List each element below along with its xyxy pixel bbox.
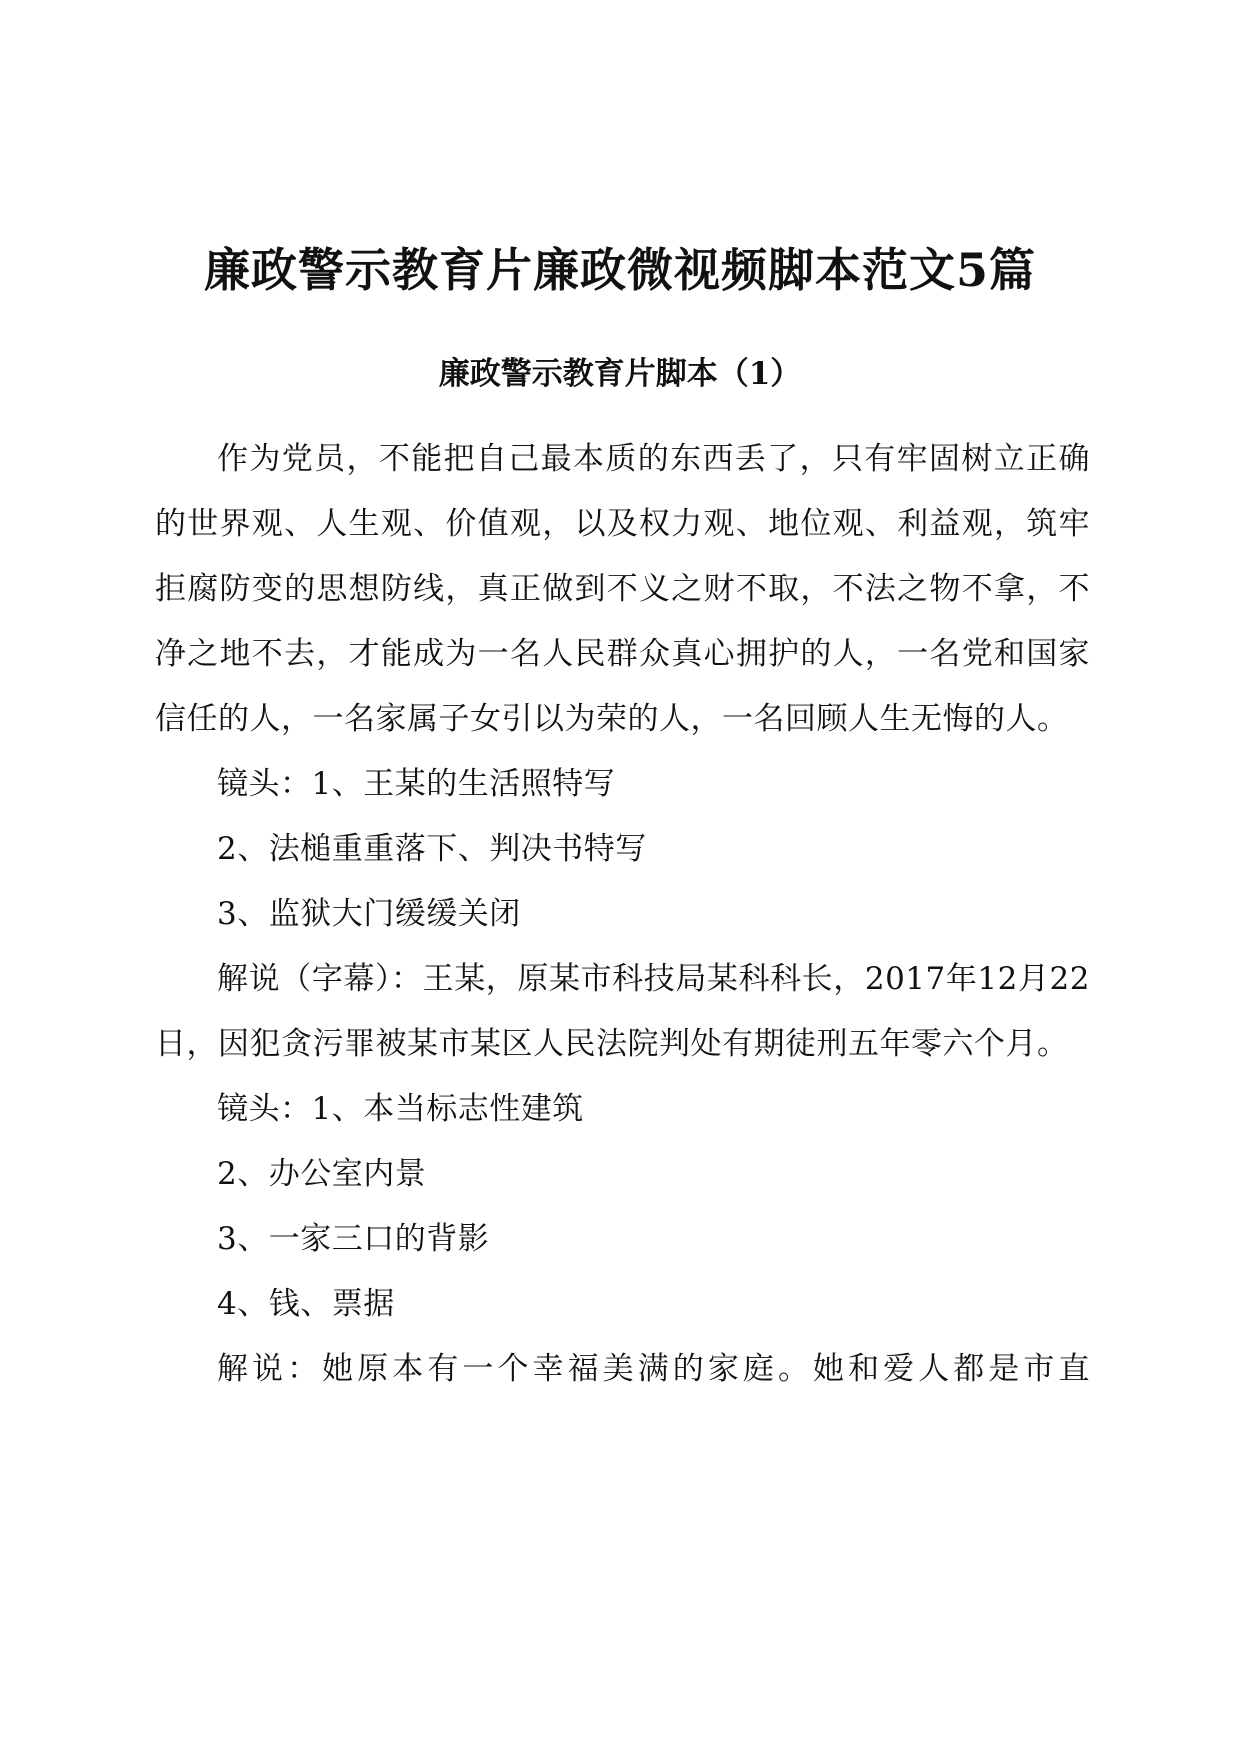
body-paragraph: 解说：她原本有一个幸福美满的家庭。她和爱人都是市直 [217,1351,1090,1387]
body-paragraph: 3、一家三口的背影 [217,1221,490,1257]
body-paragraph: 解说（字幕）：王某，原某市科技局某科科长，2017年12月22日，因犯贪污罪被某市某区人民法院判处有期徒刑五年零六个月。 [155,961,1090,1062]
body-paragraph: 作为党员，不能把自己最本质的东西丢了，只有牢固树立正确的世界观、人生观、价值观，以及权力观、地位观、利益观，筑牢拒腐防变的思想防线，真正做到不义之财不取，不法之物不拿，不净之地不去，才能成为一名人民群众真心拥护的人，一名党和国家信任的人，一名家属子女引以为荣的人，一名回顾人生无悔的人。 [155,441,1090,737]
body-paragraph: 镜头：1、本当标志性建筑 [217,1091,584,1127]
body-paragraph: 2、办公室内景 [217,1156,427,1192]
body-paragraph: 2、法槌重重落下、判决书特写 [217,831,647,867]
document-body [155,427,1090,1402]
body-paragraph: 3、监狱大门缓缓关闭 [217,896,521,932]
body-paragraph: 镜头：1、王某的生活照特写 [217,766,616,802]
document-title: 廉政警示教育片廉政微视频脚本范文5篇 [203,243,1036,297]
section-subtitle: 廉政警示教育片脚本（1） [438,356,802,392]
body-paragraph: 4、钱、票据 [217,1286,395,1322]
